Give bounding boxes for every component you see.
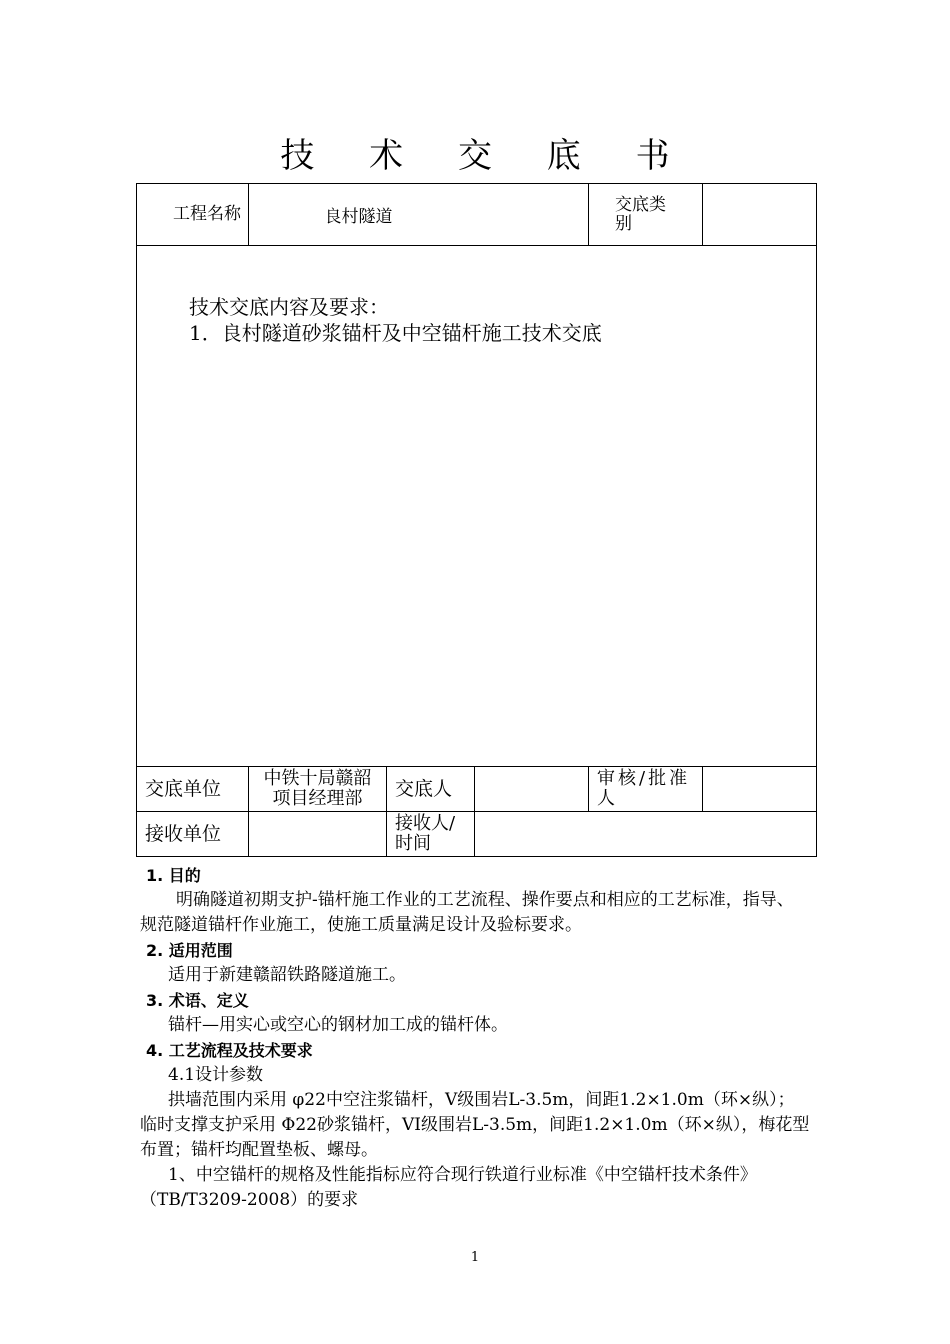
section-4-heading: 4. 工艺流程及技术要求 [146, 1041, 313, 1060]
disclosure-table [136, 183, 817, 857]
document-body [140, 863, 810, 1213]
type-label: 交底类别 [615, 194, 666, 234]
section-4-paragraph-1: 拱墙范围内采用 φ22中空注浆锚杆，V级围岩L-3.5m，间距1.2×1.0m（环×纵）；临时支撑支护采用 Φ22砂浆锚杆，VI级围岩L-3.5m，间距1.2×1.0m（环×纵），梅花型布置；锚杆均配置垫板、螺母。 [140, 1090, 810, 1160]
unit-label: 交底单位 [145, 778, 222, 800]
section-3-text: 锚杆—用实心或空心的钢材加工成的锚杆体。 [168, 1015, 508, 1035]
section-2-heading: 2. 适用范围 [146, 941, 233, 960]
presenter-value-cell [475, 767, 589, 812]
unit-value: 中铁十局赣韶项目经理部 [263, 768, 372, 809]
receiver-label-cell [387, 812, 475, 857]
section-4-paragraph-2: 1、中空锚杆的规格及性能指标应符合现行铁道行业标准《中空锚杆技术条件》（TB/T3209-2008）的要求 [140, 1165, 757, 1210]
unit-label-cell [137, 767, 249, 812]
section-4-subheading: 4.1设计参数 [168, 1065, 264, 1085]
approver-value-cell [703, 767, 817, 812]
receiver-unit-label-cell [137, 812, 249, 857]
section-1-heading: 1. 目的 [146, 866, 201, 885]
document-title: 技 术 交 底 书 [280, 136, 692, 176]
project-name-value-cell [249, 184, 589, 246]
section-3-heading: 3. 术语、定义 [146, 991, 249, 1010]
type-label-cell [589, 184, 703, 246]
presenter-label: 交底人 [395, 778, 453, 800]
section-2-text: 适用于新建赣韶铁路隧道施工。 [168, 965, 406, 985]
content-heading: 技术交底内容及要求： [189, 295, 389, 319]
project-name-label: 工程名称 [173, 204, 241, 224]
presenter-label-cell [387, 767, 475, 812]
content-cell [137, 246, 817, 767]
content-item: 1．良村隧道砂浆锚杆及中空锚杆施工技术交底 [189, 321, 602, 345]
project-name-label-cell [137, 184, 249, 246]
approver-label-cell [589, 767, 703, 812]
receiver-label: 接收人/时间 [395, 813, 456, 854]
approver-label: 审核/批准人 [597, 768, 691, 809]
receiver-unit-value-cell [249, 812, 387, 857]
page-number: 1 [470, 1250, 480, 1265]
receiver-unit-label: 接收单位 [145, 823, 222, 845]
unit-value-cell [249, 767, 387, 812]
project-name-value: 良村隧道 [324, 207, 393, 227]
receiver-value-cell [475, 812, 817, 857]
section-1-text: 明确隧道初期支护-锚杆施工作业的工艺流程、操作要点和相应的工艺标准，指导、规范隧道锚杆作业施工，使施工质量满足设计及验标要求。 [140, 890, 794, 935]
type-value-cell [703, 184, 817, 246]
